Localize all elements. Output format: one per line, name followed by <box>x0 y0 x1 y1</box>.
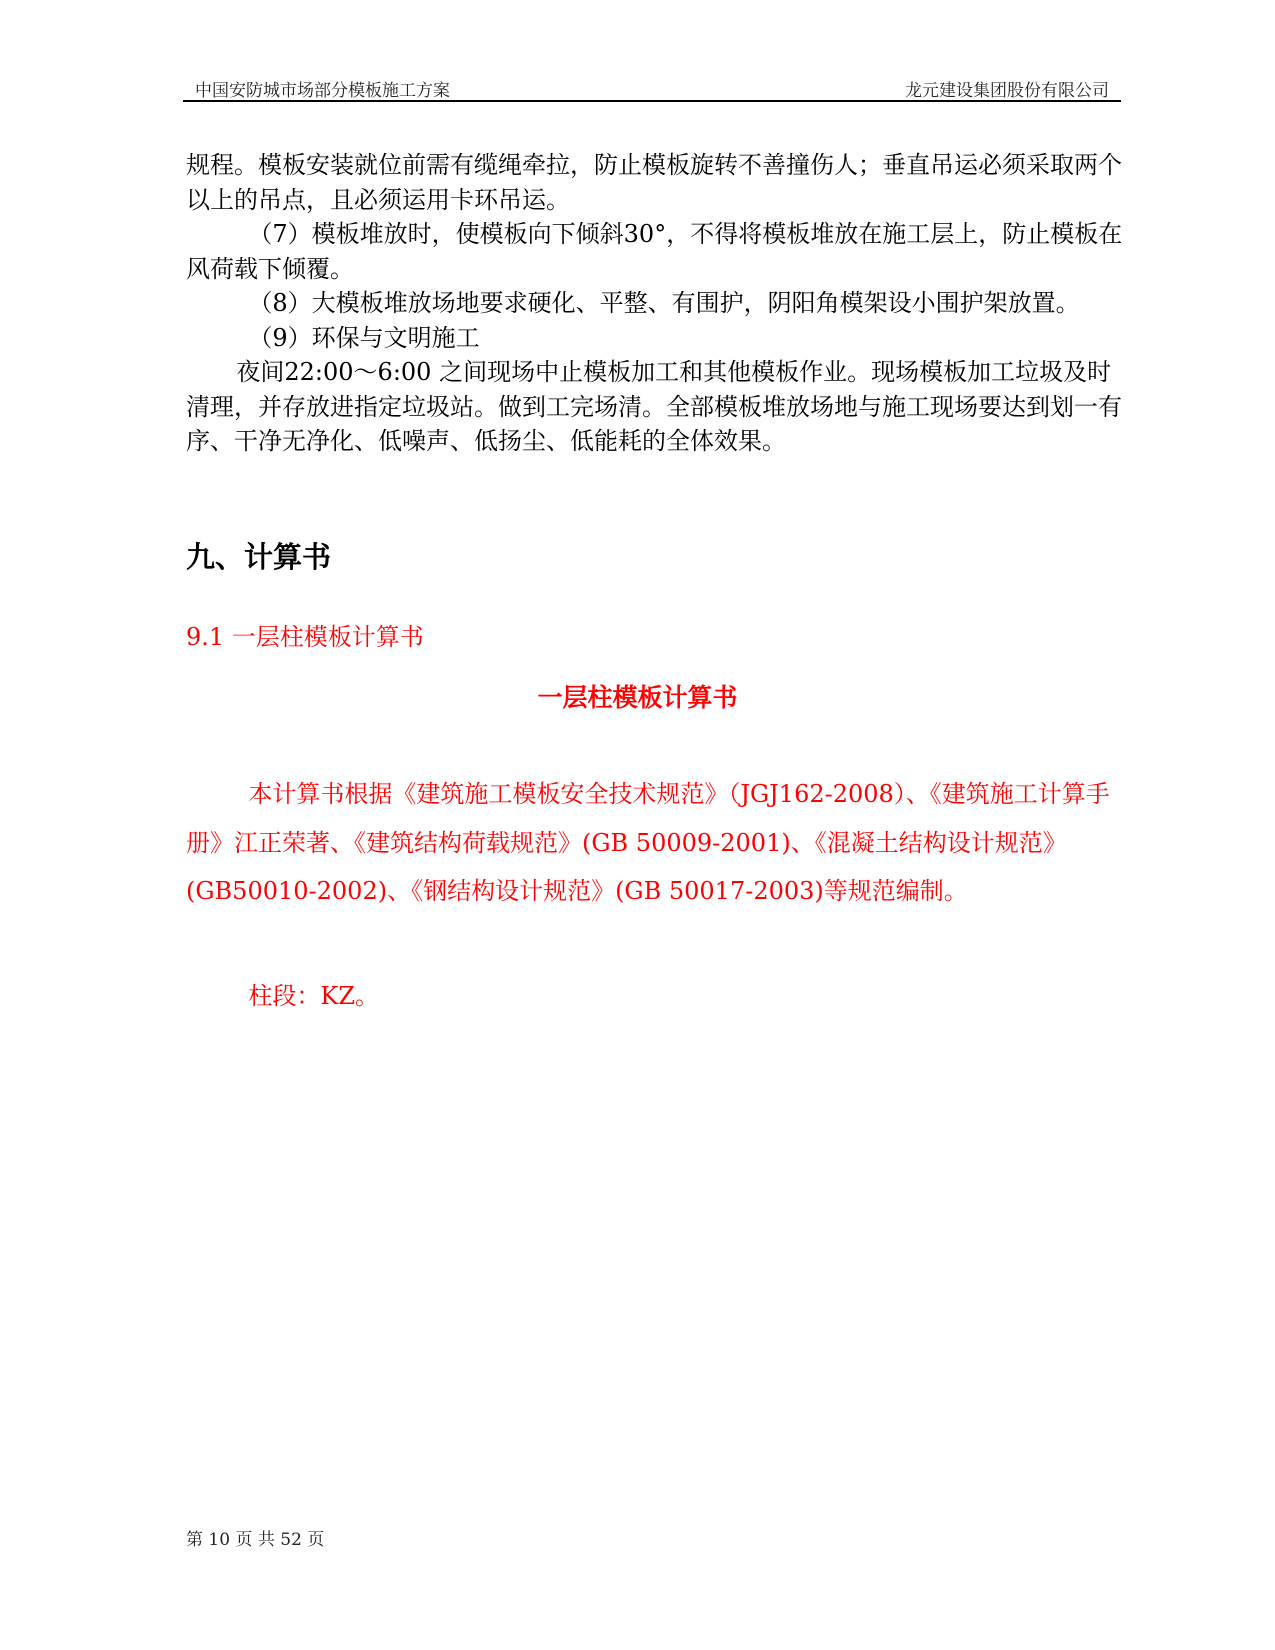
paragraph-item-7: （7）模板堆放时，使模板向下倾斜30°，不得将模板堆放在施工层上，防止模板在风荷载下倾覆。 <box>186 220 1123 283</box>
paragraph-environmental: 夜间22:00～6:00 之间现场中止模板加工和其他模板作业。现场模板加工垃圾及时清理，并存放进指定垃圾站。做到工完场清。全部模板堆放场地与施工现场要达到划一有序、干净无净化、低噪声、低扬尘、低能耗的全体效果。 <box>186 358 1122 455</box>
paragraph-column-segment: 柱段：KZ。 <box>248 982 379 1010</box>
header-project-title: 中国安防城市场部分模板施工方案 <box>195 81 450 101</box>
calculation-intro <box>186 770 1121 916</box>
section-heading: 九、计算书 <box>186 540 332 574</box>
paragraph-item-8: （8）大模板堆放场地要求硬化、平整、有围护，阴阳角模架设小围护架放置。 <box>248 289 1080 317</box>
paragraph-basis: 本计算书根据《建筑施工模板安全技术规范》（JGJ162-2008）、《建筑施工计算手册》江正荣著、《建筑结构荷载规范》(GB 50009-2001)、《混凝土结构设计规范》(GB50010-2002)、《钢结构设计规范》(GB 50017-2003)等规范编制。 <box>186 780 1110 905</box>
calculation-title: 一层柱模板计算书 <box>537 683 738 712</box>
paragraph-item-9: （9）环保与文明施工 <box>248 323 480 352</box>
body-text <box>186 148 1126 459</box>
subsection-heading: 9.1 一层柱模板计算书 <box>186 623 424 651</box>
header-company-name: 龙元建设集团股份有限公司 <box>905 81 1109 101</box>
page-number: 第 10 页 共 52 页 <box>186 1530 325 1550</box>
page-header <box>183 74 1121 102</box>
paragraph-lifting-rules: 规程。模板安装就位前需有缆绳牵拉，防止模板旋转不善撞伤人；垂直吊运必须采取两个以上的吊点，且必须运用卡环吊运。 <box>186 151 1122 214</box>
